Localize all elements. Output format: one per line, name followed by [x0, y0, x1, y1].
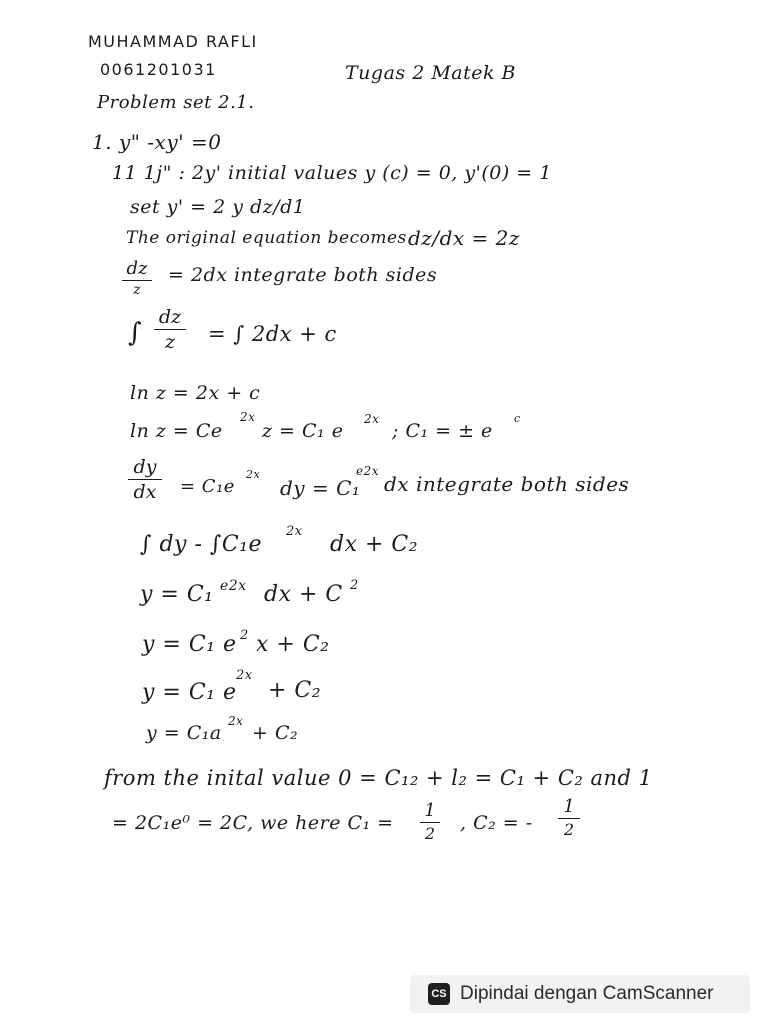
equation-line: = 2dx integrate both sides: [168, 264, 438, 286]
equation-line: y = C₁: [140, 582, 214, 607]
equation-line: + C₂: [252, 722, 299, 744]
student-id: 0061201031: [100, 60, 217, 79]
fraction-one-half: [420, 800, 440, 843]
equation-line: dx + C₂: [330, 532, 419, 557]
equation-line: = 2C₁e⁰ = 2C, we here C₁ =: [112, 812, 394, 834]
fraction-numerator: dz: [158, 306, 182, 328]
equation-line: dx + C: [264, 582, 343, 607]
student-name: MUHAMMAD RAFLI: [88, 32, 258, 51]
equation-line: , C₂ = -: [460, 812, 533, 834]
superscript: 2x: [236, 668, 253, 683]
equation-line: ln z = 2x + c: [130, 382, 261, 404]
equation-line: ∫ dy - ∫C₁e: [140, 532, 263, 557]
superscript: 2x: [246, 468, 261, 481]
equation-line: The original equation becomes: [126, 228, 407, 248]
equation-line: ; C₁ = ± e: [392, 420, 493, 442]
fraction-bar: [128, 479, 162, 480]
fraction-bar: [154, 329, 186, 330]
superscript: c: [514, 412, 521, 425]
equation-line: dy = C₁: [280, 476, 361, 500]
fraction-numerator: dy: [133, 456, 157, 478]
equation-line: = C₁e: [180, 476, 235, 497]
equation-line: y = C₁a: [146, 722, 222, 744]
fraction-bar: [122, 280, 152, 281]
superscript: 2x: [240, 410, 256, 424]
fraction-dy-over-dx: [128, 456, 162, 503]
fraction-denominator: 2: [563, 820, 575, 839]
fraction-one-half: [558, 796, 580, 839]
equation-line: + C₂: [268, 678, 322, 703]
fraction-dz-over-z: [122, 258, 152, 298]
fraction-denominator: 2: [424, 824, 436, 843]
integral-sign: ∫: [128, 318, 143, 348]
equation-line: = ∫ 2dx + c: [208, 322, 337, 346]
fraction-numerator: dz: [126, 258, 148, 279]
equation-line: z = C₁ e: [262, 420, 344, 442]
camscanner-logo-icon: CS: [428, 983, 450, 1005]
equation-line: dz/dx = 2z: [408, 226, 520, 250]
equation-line: y = C₁ e: [142, 680, 237, 705]
equation-line: y = C₁ e: [142, 632, 237, 657]
superscript: 2: [240, 628, 249, 643]
equation-line: 11 1j" : 2y' initial values y (c) = 0, y'(0) = 1: [112, 162, 552, 184]
assignment-title: Tugas 2 Matek B: [345, 62, 516, 84]
superscript: 2x: [364, 412, 380, 426]
superscript: 2x: [228, 714, 244, 728]
fraction-dz-over-z: [154, 306, 186, 353]
camscanner-watermark: [410, 975, 750, 1013]
watermark-text: Dipindai dengan CamScanner: [460, 983, 714, 1004]
superscript: 2: [350, 578, 359, 593]
superscript: 2x: [286, 524, 303, 539]
fraction-denominator: dx: [133, 481, 157, 503]
fraction-numerator: 1: [424, 800, 436, 821]
equation-line: dx integrate both sides: [384, 472, 630, 496]
fraction-numerator: 1: [563, 796, 575, 817]
equation-line: from the inital value 0 = C₁₂ + l₂ = C₁ + C₂ and 1: [104, 766, 653, 790]
equation-line: x + C₂: [256, 632, 330, 657]
superscript: e2x: [356, 464, 380, 478]
fraction-bar: [558, 818, 580, 819]
equation-line: set y' = 2 y dz/d1: [130, 196, 306, 218]
fraction-denominator: z: [164, 331, 175, 353]
equation-line: 1. y" -xy' =0: [92, 130, 222, 154]
fraction-bar: [420, 822, 440, 823]
fraction-denominator: z: [133, 282, 141, 298]
problem-set-title: Problem set 2.1.: [97, 92, 255, 113]
equation-line: ln z = Ce: [130, 420, 223, 442]
superscript: e2x: [220, 578, 247, 594]
